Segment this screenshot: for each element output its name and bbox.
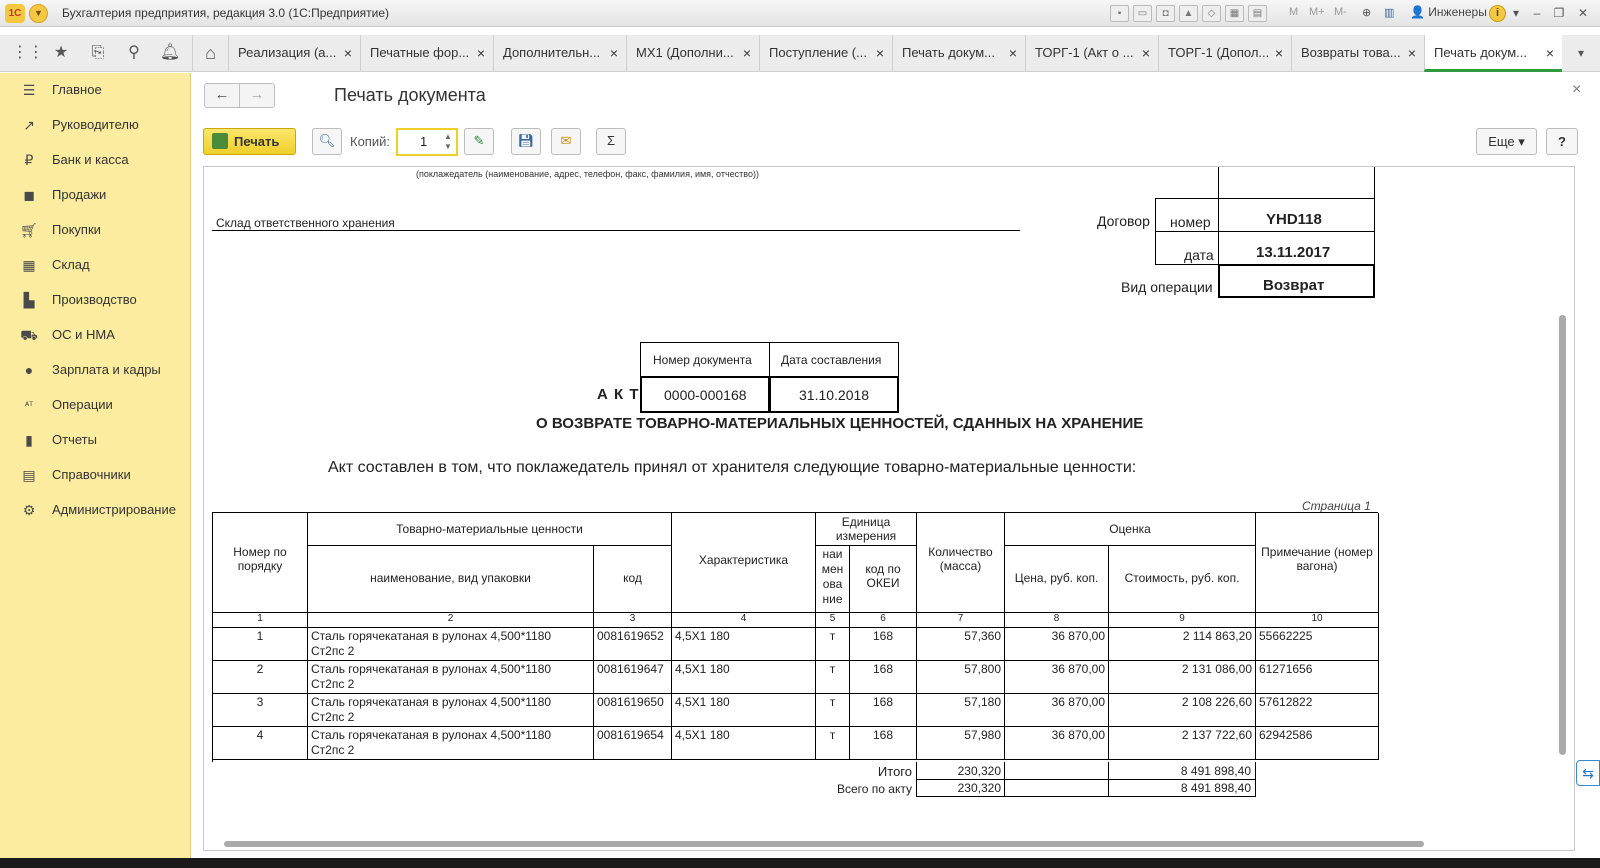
sidebar-item-label: Администрирование bbox=[52, 502, 176, 517]
item-name: Сталь горячекатаная в рулонах 4,500*1180 bbox=[311, 629, 552, 643]
more-button[interactable]: Еще ▾ bbox=[1476, 128, 1537, 155]
table-cell-qty: 57,360 bbox=[917, 628, 1005, 661]
col-number: 1 bbox=[213, 613, 308, 628]
sidebar-item-label: Зарплата и кадры bbox=[52, 362, 161, 377]
item-grade: Ст2пс 2 bbox=[311, 743, 355, 757]
table-cell-note: 62942586 bbox=[1256, 727, 1379, 760]
panels-icon[interactable]: ▥ bbox=[1384, 7, 1395, 19]
grand-total-cost: 8 491 898,40 bbox=[1180, 781, 1251, 795]
consignor-caption: (поклажедатель (наименование, адрес, телефон, факс, фамилия, имя, отчество)) bbox=[416, 169, 759, 179]
table-cell-name bbox=[308, 628, 594, 661]
table-body bbox=[213, 628, 1379, 764]
table-cell-okei: 168 bbox=[850, 694, 917, 727]
goods-table bbox=[212, 512, 1378, 762]
bell-icon[interactable]: 🔔︎ bbox=[159, 44, 181, 61]
header-unit-okei: код по ОКЕИ bbox=[850, 546, 917, 613]
preview-button[interactable]: 🔍︎ bbox=[312, 128, 342, 155]
tab-label: ТОРГ-1 (Акт о ... bbox=[1035, 45, 1134, 60]
horizontal-scrollbar[interactable] bbox=[204, 837, 1544, 850]
tab-close-icon[interactable]: × bbox=[476, 45, 485, 61]
sum-button[interactable]: Σ bbox=[596, 128, 626, 155]
operations-icon: ᴬᵀ bbox=[25, 400, 33, 410]
header-code: код bbox=[594, 546, 672, 613]
info-icon[interactable]: i bbox=[1489, 5, 1506, 22]
print-form bbox=[192, 73, 1600, 858]
col-number: 5 bbox=[816, 613, 850, 628]
sidebar-item-label: Склад bbox=[52, 257, 90, 272]
sidebar-item-sklad[interactable] bbox=[0, 250, 191, 280]
grand-total-qty: 230,320 bbox=[957, 781, 1001, 795]
title-bar bbox=[0, 0, 1600, 27]
tab-close-icon[interactable]: × bbox=[1274, 45, 1283, 61]
sidebar-item-os-nma[interactable] bbox=[0, 320, 191, 350]
print-button[interactable] bbox=[203, 128, 296, 155]
doc-number-header: Номер документа bbox=[653, 353, 752, 367]
contract-number: YHD118 bbox=[1266, 211, 1322, 228]
sidebar-item-label: Отчеты bbox=[52, 432, 97, 447]
tab-close-icon[interactable]: × bbox=[875, 45, 884, 61]
print-button-label: Печать bbox=[234, 134, 280, 149]
item-grade: Ст2пс 2 bbox=[311, 677, 355, 691]
tab-label: Печать докум... bbox=[902, 45, 995, 60]
app-title: Бухгалтерия предприятия, редакция 3.0 (1С:Предприятие) bbox=[62, 6, 390, 20]
page-label: Страница 1 bbox=[1302, 499, 1371, 513]
total-cost: 8 491 898,40 bbox=[1180, 764, 1251, 778]
item-name: Сталь горячекатаная в рулонах 4,500*1180 bbox=[311, 728, 552, 742]
tab-realizatsiya[interactable] bbox=[228, 35, 360, 72]
header-valuation-group: Оценка bbox=[1005, 513, 1256, 546]
table-cell-okei: 168 bbox=[850, 628, 917, 661]
col-number: 6 bbox=[850, 613, 917, 628]
close-form-icon[interactable]: × bbox=[1572, 81, 1582, 98]
contract-date: 13.11.2017 bbox=[1256, 244, 1331, 261]
act-title: О ВОЗВРАТЕ ТОВАРНО-МАТЕРИАЛЬНЫХ ЦЕННОСТЕЙ, СДАННЫХ НА ХРАНЕНИЕ bbox=[536, 415, 1144, 432]
zoom-icon[interactable]: ⊕ bbox=[1362, 7, 1372, 19]
page-title: Печать документа bbox=[334, 85, 486, 105]
item-name: Сталь горячекатаная в рулонах 4,500*1180 bbox=[311, 662, 552, 676]
sidebar-item-label: Продажи bbox=[52, 187, 107, 202]
col-number: 2 bbox=[308, 613, 594, 628]
table-cell-n: 3 bbox=[213, 694, 308, 727]
tab-torg1-dopol[interactable] bbox=[1158, 35, 1291, 72]
table-cell-price: 36 870,00 bbox=[1005, 628, 1109, 661]
back-arrow-icon[interactable]: ← bbox=[204, 83, 240, 108]
top-empty-cell bbox=[1218, 166, 1375, 199]
book-icon: ▤ bbox=[22, 467, 36, 483]
edit-document-button[interactable]: ✎ bbox=[464, 128, 494, 155]
sidebar-item-pokupki[interactable] bbox=[0, 215, 191, 245]
tab-close-icon[interactable]: × bbox=[742, 45, 751, 61]
table-cell-name bbox=[308, 727, 594, 760]
table-cell-char: 4,5X1 180 bbox=[672, 661, 816, 694]
sidebar-item-prodazhi[interactable] bbox=[0, 180, 191, 210]
chart-icon: ▮ bbox=[25, 432, 33, 448]
col-number: 8 bbox=[1005, 613, 1109, 628]
apps-grid-icon[interactable]: ⋮⋮ bbox=[12, 44, 44, 61]
tab-label: Реализация (а... bbox=[238, 45, 337, 60]
table-cell-name bbox=[308, 661, 594, 694]
header-num: Номер по порядку bbox=[213, 513, 308, 613]
gear-icon: ⚙ bbox=[22, 502, 36, 518]
tab-pechatnye-formy[interactable] bbox=[360, 35, 493, 72]
table-cell-note: 55662225 bbox=[1256, 628, 1379, 661]
sidebar-item-spravochniki[interactable] bbox=[0, 460, 191, 490]
item-grade: Ст2пс 2 bbox=[311, 710, 355, 724]
sidebar-item-label: Покупки bbox=[52, 222, 101, 237]
col-number: 7 bbox=[917, 613, 1005, 628]
memory-m-plus-button[interactable]: M+ bbox=[1309, 6, 1325, 18]
cart-icon: 🛒︎ bbox=[20, 222, 38, 238]
more-button-label: Еще bbox=[1488, 134, 1515, 149]
sidebar-item-label: Справочники bbox=[52, 467, 131, 482]
table-cell-code: 0081619650 bbox=[594, 694, 672, 727]
doc-date-header: Дата составления bbox=[781, 353, 882, 367]
doc-date: 31.10.2018 bbox=[799, 387, 870, 403]
taskbar-strip bbox=[0, 858, 1600, 868]
tab-label: Поступление (... bbox=[769, 45, 867, 60]
contract-date-label: дата bbox=[1184, 247, 1214, 263]
header-unit-name: наи мен ова ние bbox=[816, 546, 850, 613]
tab-close-icon[interactable]: × bbox=[1407, 45, 1416, 61]
totals bbox=[212, 762, 1378, 802]
table-cell-n: 4 bbox=[213, 727, 308, 760]
table-cell-n: 2 bbox=[213, 661, 308, 694]
sidebar-item-label: Производство bbox=[52, 292, 137, 307]
sidebar-item-bank[interactable] bbox=[0, 145, 191, 175]
table-cell-qty: 57,180 bbox=[917, 694, 1005, 727]
table-cell-note: 61271656 bbox=[1256, 661, 1379, 694]
total-price-cell bbox=[1004, 762, 1109, 780]
tab-torg1-akt[interactable] bbox=[1025, 35, 1158, 72]
dropdown-arrow-icon[interactable]: ▾ bbox=[1512, 6, 1520, 20]
header-unit-group: Единица измерения bbox=[816, 513, 917, 546]
sidebar-item-proizvodstvo[interactable] bbox=[0, 285, 191, 315]
search-icon[interactable]: ⚲ bbox=[128, 44, 140, 61]
sidebar-item-label: Банк и касса bbox=[52, 152, 129, 167]
table-cell-cost: 2 131 086,00 bbox=[1109, 661, 1256, 694]
tab-close-icon[interactable]: × bbox=[1545, 45, 1554, 61]
user-name: Инженеры bbox=[1428, 5, 1487, 19]
tab-label: МХ1 (Дополни... bbox=[636, 45, 734, 60]
close-window-button[interactable]: ✕ bbox=[1577, 6, 1589, 20]
table-cell-price: 36 870,00 bbox=[1005, 694, 1109, 727]
tab-pechat-dokumenta-1[interactable] bbox=[892, 35, 1025, 72]
tab-dopolnitelno[interactable] bbox=[493, 35, 626, 72]
sidebar-item-label: Руководителю bbox=[52, 117, 139, 132]
email-button[interactable]: ✉ bbox=[551, 128, 581, 155]
vertical-scrollbar-thumb[interactable] bbox=[1559, 315, 1566, 755]
item-grade: Ст2пс 2 bbox=[311, 644, 355, 658]
user-icon: 👤 bbox=[1410, 5, 1425, 19]
header-quantity: Количество (масса) bbox=[917, 513, 1005, 613]
user-menu[interactable] bbox=[1410, 5, 1487, 19]
table-cell-code: 0081619652 bbox=[594, 628, 672, 661]
remote-access-icon[interactable]: ⇆ bbox=[1576, 760, 1600, 786]
tab-label: Печать докум... bbox=[1434, 45, 1527, 60]
table-cell-okei: 168 bbox=[850, 727, 917, 760]
item-name: Сталь горячекатаная в рулонах 4,500*1180 bbox=[311, 695, 552, 709]
table-cell-code: 0081619647 bbox=[594, 661, 672, 694]
copies-value: 1 bbox=[420, 134, 428, 149]
trend-icon: ↗ bbox=[23, 117, 35, 133]
calculator-icon[interactable]: ▦ bbox=[1225, 5, 1244, 22]
act-statement: Акт составлен в том, что поклажедатель принял от хранителя следующие товарно-материальные ценности: bbox=[328, 459, 1137, 476]
printer-icon bbox=[212, 133, 228, 149]
help-button[interactable]: ? bbox=[1546, 128, 1578, 155]
table-cell-note: 57612822 bbox=[1256, 694, 1379, 727]
table-cell-char: 4,5X1 180 bbox=[672, 727, 816, 760]
table-cell-cost: 2 114 863,20 bbox=[1109, 628, 1256, 661]
tab-vozvraty[interactable] bbox=[1291, 35, 1424, 72]
print-icon[interactable]: ▭ bbox=[1133, 5, 1152, 22]
save-icon[interactable]: ▪ bbox=[1110, 5, 1129, 22]
memory-m-button[interactable]: M bbox=[1289, 6, 1299, 18]
table-cell-code: 0081619654 bbox=[594, 727, 672, 760]
logo-1c: 1С bbox=[5, 4, 25, 23]
col-number: 3 bbox=[594, 613, 672, 628]
grand-total-label: Всего по акту bbox=[837, 782, 912, 796]
table-cell-unit: т bbox=[816, 661, 850, 694]
person-icon: ● bbox=[24, 362, 34, 378]
contract-label: Договор bbox=[1097, 213, 1150, 229]
tab-close-icon[interactable]: × bbox=[343, 45, 352, 61]
main-menu-icon[interactable]: ▼ bbox=[29, 4, 48, 23]
table-cell-unit: т bbox=[816, 628, 850, 661]
table-cell-unit: т bbox=[816, 727, 850, 760]
table-cell-n: 1 bbox=[213, 628, 308, 661]
operation-value: Возврат bbox=[1263, 277, 1325, 294]
coin-icon: ₽ bbox=[24, 152, 34, 168]
vertical-scrollbar[interactable] bbox=[1556, 175, 1568, 843]
link-icon[interactable]: ◇ bbox=[1202, 5, 1221, 22]
sidebar-item-glavnoe[interactable] bbox=[0, 75, 191, 105]
copies-input[interactable] bbox=[396, 128, 458, 156]
bag-icon: ◼ bbox=[23, 187, 35, 203]
tab-close-icon[interactable]: × bbox=[1141, 45, 1150, 61]
header-note: Примечание (номер вагона) bbox=[1256, 513, 1379, 613]
sidebar bbox=[0, 73, 191, 858]
sidebar-item-operatsii[interactable] bbox=[0, 390, 191, 420]
operation-label: Вид операции bbox=[1121, 279, 1213, 295]
tab-postuplenie[interactable] bbox=[759, 35, 892, 72]
header-characteristic: Характеристика bbox=[672, 513, 816, 613]
sidebar-item-zarplata[interactable] bbox=[0, 355, 191, 385]
sidebar-item-label: ОС и НМА bbox=[52, 327, 115, 342]
col-number: 9 bbox=[1109, 613, 1256, 628]
sidebar-item-label: Операции bbox=[52, 397, 113, 412]
header-name: наименование, вид упаковки bbox=[308, 546, 594, 613]
restore-button[interactable]: ❐ bbox=[1553, 6, 1565, 20]
table-cell-name bbox=[308, 694, 594, 727]
document-area[interactable] bbox=[203, 166, 1575, 851]
header-cost: Стоимость, руб. коп. bbox=[1109, 546, 1256, 613]
copies-spinner-icon[interactable]: ▲ ▼ bbox=[444, 132, 452, 151]
table-cell-qty: 57,800 bbox=[917, 661, 1005, 694]
tab-label: Возвраты това... bbox=[1301, 45, 1401, 60]
col-number: 10 bbox=[1256, 613, 1379, 628]
forward-arrow-icon[interactable]: → bbox=[239, 83, 275, 108]
warehouse-underline bbox=[212, 230, 1020, 231]
sidebar-item-otchety[interactable] bbox=[0, 425, 191, 455]
table-cell-unit: т bbox=[816, 694, 850, 727]
table-cell-price: 36 870,00 bbox=[1005, 727, 1109, 760]
table-cell-price: 36 870,00 bbox=[1005, 661, 1109, 694]
favorites-star-icon[interactable]: ★ bbox=[53, 44, 69, 61]
tab-label: Печатные фор... bbox=[370, 45, 470, 60]
memory-m-minus-button[interactable]: M- bbox=[1334, 6, 1347, 18]
truck-icon: ⛟ bbox=[20, 327, 38, 343]
warehouse-icon: ▦ bbox=[22, 257, 36, 273]
preview-icon[interactable]: ◘ bbox=[1156, 5, 1175, 22]
tab-bar bbox=[0, 35, 1600, 72]
table-cell-qty: 57,980 bbox=[917, 727, 1005, 760]
factory-icon: ▙ bbox=[23, 292, 35, 308]
act-label: А К Т bbox=[597, 386, 640, 403]
warehouse-name: Склад ответственного хранения bbox=[216, 216, 395, 230]
total-label: Итого bbox=[877, 764, 912, 779]
table-cell-char: 4,5X1 180 bbox=[672, 628, 816, 661]
header-goods-group: Товарно-материальные ценности bbox=[308, 513, 672, 546]
upload-icon[interactable]: ▲ bbox=[1179, 5, 1198, 22]
calendar-icon[interactable]: ▤ bbox=[1248, 5, 1267, 22]
tab-label: ТОРГ-1 (Допол... bbox=[1168, 45, 1270, 60]
table-cell-cost: 2 137 722,60 bbox=[1109, 727, 1256, 760]
grand-total-price-cell bbox=[1004, 779, 1109, 797]
table-cell-cost: 2 108 226,60 bbox=[1109, 694, 1256, 727]
doc-number: 0000-000168 bbox=[664, 387, 747, 403]
sidebar-item-rukovoditelyu[interactable] bbox=[0, 110, 191, 140]
col-number: 4 bbox=[672, 613, 816, 628]
copies-label: Копий: bbox=[350, 134, 390, 149]
table-cell-okei: 168 bbox=[850, 661, 917, 694]
tab-mx1[interactable] bbox=[626, 35, 759, 72]
contract-number-label: номер bbox=[1170, 214, 1211, 230]
history-icon[interactable]: ⎘ bbox=[91, 44, 105, 61]
document-sheet bbox=[204, 167, 1539, 837]
home-icon[interactable]: ⌂ bbox=[192, 35, 228, 72]
minimize-button[interactable]: – bbox=[1533, 6, 1541, 20]
menu-icon: ☰ bbox=[22, 82, 36, 98]
tab-close-icon[interactable]: × bbox=[609, 45, 618, 61]
save-file-button[interactable]: 💾︎ bbox=[511, 128, 541, 155]
tab-label: Дополнительн... bbox=[503, 45, 601, 60]
sidebar-item-administrirovanie[interactable] bbox=[0, 495, 191, 525]
tabs-overflow-icon[interactable]: ▾ bbox=[1577, 46, 1585, 60]
table-cell-char: 4,5X1 180 bbox=[672, 694, 816, 727]
tab-pechat-dokumenta-active[interactable] bbox=[1424, 35, 1562, 72]
title-toolbar bbox=[1110, 5, 1267, 23]
header-price: Цена, руб. коп. bbox=[1005, 546, 1109, 613]
horizontal-scrollbar-thumb[interactable] bbox=[224, 841, 1424, 847]
tab-close-icon[interactable]: × bbox=[1008, 45, 1017, 61]
total-qty: 230,320 bbox=[957, 764, 1001, 778]
sidebar-item-label: Главное bbox=[52, 82, 102, 97]
